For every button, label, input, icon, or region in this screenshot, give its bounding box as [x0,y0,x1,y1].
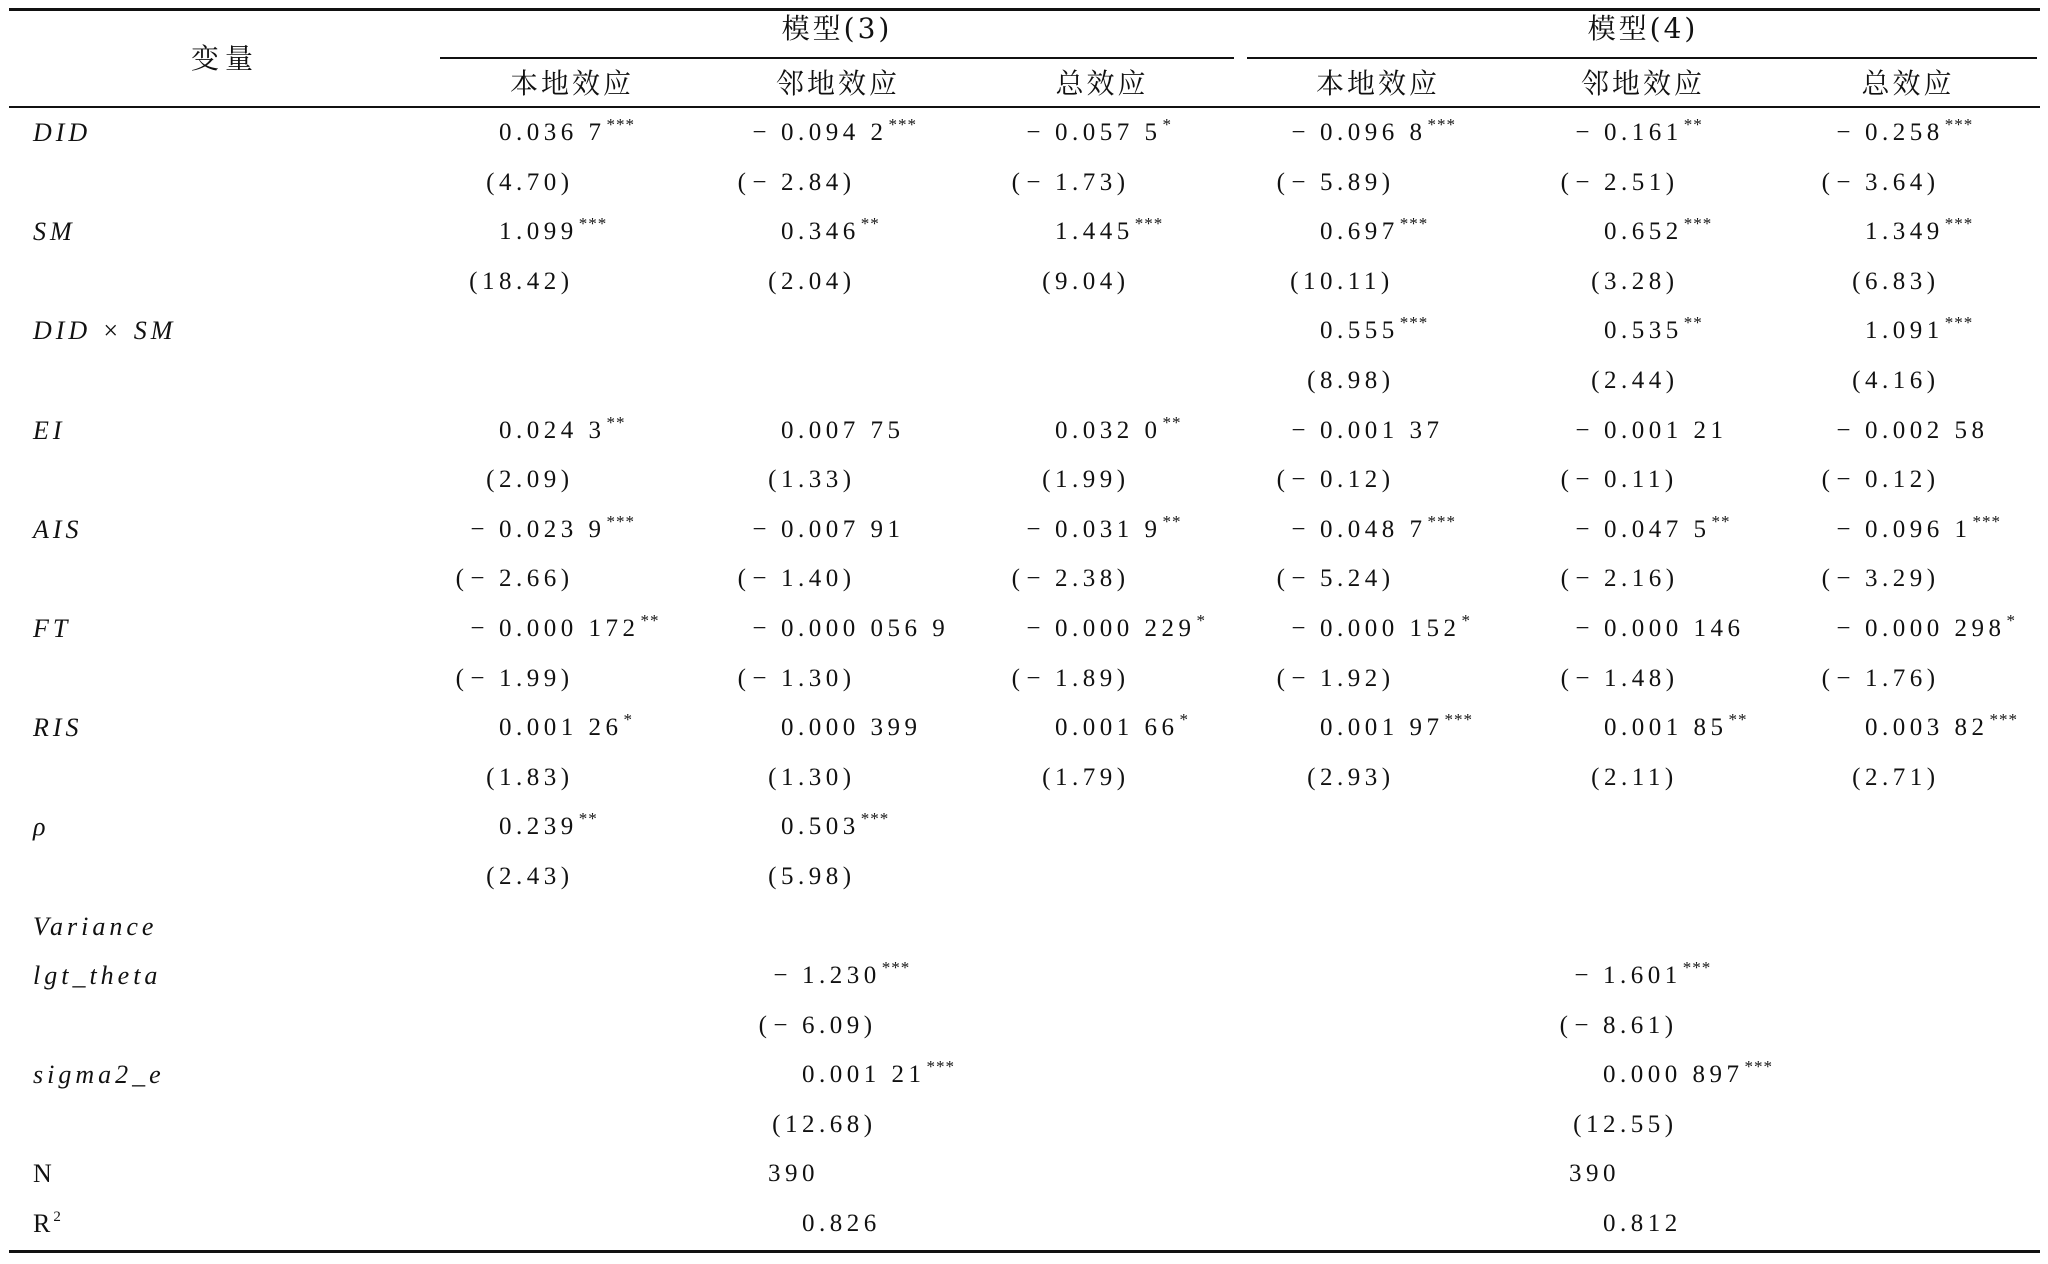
variable-name [33,1050,165,1100]
t-statistic-value: (− 0 .12) [1276,466,1395,494]
estimate-cell [1055,406,1182,456]
estimate-value: 0 .697 [1320,218,1399,246]
estimate-cell [1575,505,1731,555]
estimate-cell [802,1050,955,1100]
estimate-value: − 0 .000 056 9 [752,614,950,642]
t-statistic-cell [1042,455,1130,505]
t-statistic-value: (2 .04) [768,267,856,295]
table-row [0,703,2048,753]
estimate-value: 0 .652 [1604,218,1683,246]
table-body [0,108,2048,1249]
estimate-cell [752,108,917,158]
t-statistic-cell [1011,158,1130,208]
variable-name [33,951,161,1001]
t-statistic-value: (− 2 .66) [455,565,574,593]
table-row [0,1199,2048,1249]
column-header-local-effect: 本地效应 [509,67,635,100]
t-statistic-value: (− 1 .92) [1276,664,1395,692]
t-statistic-cell [1560,554,1679,604]
estimate-cell [1575,108,1703,158]
t-statistic-cell [1276,158,1395,208]
estimate-cell [499,802,598,852]
t-statistic-value: (18 .42) [469,267,574,295]
estimate-cell [1865,703,2018,753]
estimate-cell [499,406,626,456]
t-statistic-value: (2 .93) [1307,763,1395,791]
t-statistic-cell [1821,455,1940,505]
table-row [0,951,2048,1001]
significance-stars: ** [606,412,626,432]
variable-label: Variance [33,911,158,941]
t-statistic-cell [1042,257,1130,307]
t-statistic-value: (6 .83) [1852,267,1940,295]
t-statistic-value: (2 .71) [1852,763,1940,791]
model-3-underline [440,57,1234,59]
significance-stars: * [623,710,633,730]
t-statistic-value: (− 0 .11) [1560,466,1678,494]
table-row [0,604,2048,654]
significance-stars: * [1162,115,1172,134]
estimate-cell [470,604,660,654]
variable-label: DID [33,118,92,147]
significance-stars: *** [860,809,890,829]
estimate-value: 0 .000 399 [781,714,922,742]
estimate-value: 0 .812 [1603,1210,1682,1238]
variable-label: DID × SM [33,316,177,346]
estimate-cell [1320,306,1429,356]
estimate-cell [1291,505,1456,555]
variable-label: SM [33,217,76,247]
variable-label: lgt_theta [33,961,162,991]
significance-stars: *** [1427,115,1456,134]
t-statistic-value: (2 .43) [486,862,574,890]
table-row [0,902,2048,952]
t-statistic-cell [1852,356,1940,406]
t-statistic-cell [1591,257,1679,307]
t-statistic-value: (− 1 .99) [455,664,574,692]
estimate-cell [802,1199,881,1249]
t-statistic-cell [1852,753,1940,803]
t-statistic-value: (− 3 .64) [1821,168,1940,196]
t-statistic-row [0,1100,2048,1150]
t-statistic-value: (− 3 .29) [1821,565,1940,593]
t-statistic-value: (1 .79) [1042,763,1130,791]
t-statistic-cell [486,852,574,902]
estimate-value: 0 .024 3 [499,416,606,444]
t-statistic-cell [1591,753,1678,803]
estimate-cell [773,951,911,1001]
significance-stars: *** [1399,214,1429,234]
significance-stars: *** [1944,115,1974,134]
t-statistic-cell [1852,257,1940,307]
table-row [0,505,2048,555]
t-statistic-value: (− 1 .40) [737,565,856,593]
variable-column-header: 变量 [190,42,260,75]
variable-label: RIS [33,713,83,743]
variable-label: R [33,1209,53,1239]
t-statistic-value: (− 2 .51) [1560,168,1679,196]
significance-stars: *** [1427,511,1456,531]
estimate-cell [1026,505,1182,555]
t-statistic-value: (4 .16) [1852,366,1940,394]
significance-stars: ** [1162,511,1182,531]
t-statistic-cell [1276,455,1395,505]
significance-stars: *** [926,1057,955,1077]
significance-stars: ** [1162,412,1182,432]
t-statistic-cell [1011,654,1130,704]
t-statistic-cell [737,654,856,704]
estimate-value: − 0 .048 7 [1291,515,1427,543]
estimate-value: − 0 .047 5 [1575,515,1711,543]
estimate-value: 0 .000 897 [1603,1061,1744,1089]
t-statistic-value: (− 8 .61) [1559,1011,1678,1039]
estimate-cell [1836,505,2001,555]
estimate-value: − 0 .000 146 [1575,614,1745,642]
estimate-value: 1 .349 [1865,218,1944,246]
estimate-cell [1026,108,1172,158]
variable-name [33,207,76,257]
variable-label: EI [33,415,66,445]
significance-stars: ** [1711,511,1731,531]
estimate-cell [1865,207,1974,257]
t-statistic-cell [1276,654,1395,704]
estimate-value: − 0 .000 172 [470,614,640,642]
estimate-cell [1320,207,1429,257]
t-statistic-value: (12 .68) [772,1110,877,1138]
estimate-cell [1836,604,2016,654]
t-statistic-value: (1 .83) [486,763,574,791]
t-statistic-row [0,158,2048,208]
estimate-value: − 0 .000 152 [1291,614,1461,642]
estimate-value: − 0 .031 9 [1026,515,1162,543]
t-statistic-value: (− 5 .89) [1276,168,1395,196]
t-statistic-row [0,257,2048,307]
estimate-cell [1604,306,1703,356]
estimate-cell [781,802,890,852]
t-statistic-cell [1821,158,1940,208]
variable-name [33,108,91,158]
column-header-total-effect: 总效应 [1861,67,1955,100]
t-statistic-cell [1307,356,1395,406]
significance-stars: * [1196,610,1206,630]
estimate-cell [1603,1050,1773,1100]
t-statistic-cell [1821,554,1940,604]
t-statistic-cell [1591,356,1679,406]
estimate-value: 0 .007 75 [781,416,905,444]
t-statistic-row [0,455,2048,505]
significance-stars: ** [578,809,598,829]
estimate-value: − 0 .258 [1836,119,1944,146]
t-statistic-cell [1290,257,1394,307]
estimate-value: − 0 .161 [1575,119,1683,146]
significance-stars: *** [1399,313,1429,333]
estimate-cell [752,604,950,654]
table-row [0,306,2048,356]
variable-label: sigma2_e [33,1060,165,1090]
t-statistic-value: (2 .11) [1591,763,1678,791]
variable-label: FT [33,613,72,643]
estimate-cell [1575,604,1745,654]
estimate-value: 0 .001 97 [1320,714,1444,742]
t-statistic-value: (1 .99) [1042,466,1130,494]
t-statistic-cell [1821,654,1940,704]
estimate-value: − 1 .601 [1574,962,1682,990]
t-statistic-value: (− 1 .48) [1560,664,1679,692]
t-statistic-value: (− 2 .38) [1011,565,1130,593]
estimate-value: 0 .346 [781,218,860,246]
estimate-cell [1291,604,1471,654]
t-statistic-cell [486,753,574,803]
estimate-value: 1 .091 [1865,317,1944,345]
estimate-cell [1575,406,1728,456]
t-statistic-cell [1276,554,1395,604]
estimate-value: − 1 .230 [773,962,881,990]
estimate-cell [1603,1199,1682,1249]
significance-stars: *** [1682,958,1712,978]
estimate-cell [1291,406,1444,456]
estimate-cell [781,406,905,456]
column-header-neighbor-effect: 邻地效应 [775,67,901,100]
t-statistic-value: (− 1 .73) [1011,168,1130,196]
significance-stars: *** [606,115,635,134]
t-statistic-cell [737,158,856,208]
t-statistic-cell [1011,554,1130,604]
model-4-underline [1247,57,2037,59]
t-statistic-cell [1559,1001,1678,1051]
significance-stars: *** [1134,214,1164,234]
significance-stars: *** [1972,511,2001,531]
estimate-cell [781,703,922,753]
estimate-cell [1604,207,1713,257]
estimate-value: − 0 .001 37 [1291,416,1444,444]
estimate-value: 1 .099 [499,218,578,246]
t-statistic-value: (− 5 .24) [1276,565,1395,593]
estimate-value: 0 .001 21 [802,1061,926,1089]
estimate-value: − 0 .096 8 [1291,119,1427,146]
t-statistic-cell [1573,1100,1678,1150]
significance-stars: ** [1683,313,1703,333]
significance-stars: *** [1744,1057,1773,1077]
estimate-value: 0 .503 [781,813,860,841]
table-row [0,406,2048,456]
t-statistic-row [0,554,2048,604]
significance-stars: *** [606,511,635,531]
model-4-header: 模型(4) [1587,12,1699,45]
t-statistic-value: (2 .44) [1591,366,1679,394]
t-statistic-value: (− 6 .09) [758,1011,877,1039]
estimate-value: 0 .001 85 [1604,714,1728,742]
t-statistic-cell [1560,158,1679,208]
estimate-value: 0 .003 82 [1865,714,1989,742]
estimate-value: 0 .239 [499,813,578,841]
significance-stars: ** [1683,115,1703,134]
variable-label: ρ [33,812,50,842]
estimate-value: − 0 .023 9 [470,515,606,543]
variable-name [33,406,66,456]
significance-stars: *** [1944,214,1974,234]
estimate-value: 0 .032 0 [1055,416,1162,444]
t-statistic-value: (5 .98) [768,862,856,890]
estimate-value: − 0 .096 1 [1836,515,1972,543]
t-statistic-value: (− 2 .84) [737,168,856,196]
significance-stars: * [1461,610,1471,630]
estimate-value: − 0 .000 298 [1836,614,2006,642]
significance-stars: ** [1728,710,1748,730]
estimate-cell [470,505,635,555]
t-statistic-cell [768,753,856,803]
variable-name [33,505,83,555]
t-statistic-cell [768,455,856,505]
t-statistic-value: (− 0 .12) [1821,466,1940,494]
significance-stars: *** [1989,710,2018,730]
estimate-cell [752,505,905,555]
t-statistic-cell [1042,753,1130,803]
estimate-cell [1055,703,1189,753]
t-statistic-value: (8 .98) [1307,366,1395,394]
estimate-cell [1836,406,1989,456]
t-statistic-row [0,1001,2048,1051]
t-statistic-cell [737,554,856,604]
table-row [0,108,2048,158]
column-header-neighbor-effect: 邻地效应 [1580,67,1706,100]
t-statistic-value: (− 1 .30) [737,664,856,692]
bottom-rule [9,1250,2040,1253]
estimate-value: 1 .445 [1055,218,1134,246]
estimate-cell [781,207,880,257]
t-statistic-cell [486,158,574,208]
t-statistic-cell [455,654,574,704]
t-statistic-cell [772,1100,877,1150]
significance-stars: * [2006,610,2016,630]
t-statistic-value: (12 .55) [1573,1110,1678,1138]
estimate-value: 0 .001 66 [1055,714,1179,742]
variable-name [33,703,83,753]
t-statistic-cell [758,1001,877,1051]
estimate-cell [1291,108,1456,158]
t-statistic-value: (9 .04) [1042,267,1130,295]
estimate-cell [1604,703,1748,753]
variable-superscript: 2 [53,1209,61,1226]
significance-stars: ** [860,214,880,234]
t-statistic-cell [486,455,574,505]
column-header-total-effect: 总效应 [1055,67,1149,100]
t-statistic-value: (4 .70) [486,168,574,196]
estimate-cell [1574,951,1712,1001]
variable-name [33,604,71,654]
estimate-cell [1026,604,1206,654]
estimate-value: − 0 .094 2 [752,119,888,146]
t-statistic-cell [768,257,856,307]
estimate-value: − 0 .001 21 [1575,416,1728,444]
significance-stars: *** [578,214,608,234]
t-statistic-cell [1307,753,1395,803]
estimate-cell [1865,306,1974,356]
t-statistic-cell [469,257,574,307]
column-header-local-effect: 本地效应 [1315,67,1441,100]
estimate-value: − 0 .000 229 [1026,614,1196,642]
table-row [0,802,2048,852]
t-statistic-value: (− 1 .89) [1011,664,1130,692]
t-statistic-value: (1 .30) [768,763,856,791]
t-statistic-value: (− 1 .76) [1821,664,1940,692]
t-statistic-cell [455,554,574,604]
estimate-value: − 0 .007 91 [752,515,905,543]
significance-stars: *** [1944,313,1974,333]
estimate-cell [499,207,608,257]
t-statistic-cell [768,852,856,902]
table-row: N 390 390 [0,1149,2048,1199]
table-row [0,1050,2048,1100]
estimate-cell [499,703,633,753]
estimate-value: 0 .555 [1320,317,1399,345]
significance-stars: * [1179,710,1189,730]
t-statistic-value: (1 .33) [768,466,856,494]
estimate-value: − 0 .057 5 [1026,119,1162,146]
significance-stars: ** [640,610,660,630]
t-statistic-value: (− 2 .16) [1560,565,1679,593]
t-statistic-row [0,753,2048,803]
significance-stars: *** [1683,214,1713,234]
variable-label: N [33,1159,54,1189]
top-rule [9,8,2040,11]
t-statistic-value: (3 .28) [1591,267,1679,295]
t-statistic-value: (10 .11) [1290,267,1394,295]
estimate-value: − 0 .002 58 [1836,416,1989,444]
significance-stars: *** [888,115,917,134]
variable-name [33,1149,54,1199]
model-3-header: 模型(3) [781,12,893,45]
t-statistic-value: (2 .09) [486,466,574,494]
estimate-value: 0 .001 26 [499,714,623,742]
estimate-value: 0 .535 [1604,317,1683,345]
estimate-cell [499,108,635,158]
t-statistic-row [0,852,2048,902]
t-statistic-row [0,654,2048,704]
significance-stars: *** [881,958,911,978]
t-statistic-row [0,356,2048,406]
estimate-cell [1055,207,1164,257]
significance-stars: *** [1444,710,1473,730]
variable-name [33,306,176,356]
variable-label: AIS [33,514,83,544]
estimate-value: 0 .036 7 [499,119,606,146]
t-statistic-cell [1560,455,1678,505]
variable-name [33,802,49,852]
variable-name [33,902,157,952]
variable-name [33,1199,61,1249]
t-statistic-cell [1560,654,1679,704]
estimate-cell [1836,108,1974,158]
estimate-value: 0 .826 [802,1210,881,1238]
estimate-cell [1320,703,1473,753]
table-row [0,207,2048,257]
